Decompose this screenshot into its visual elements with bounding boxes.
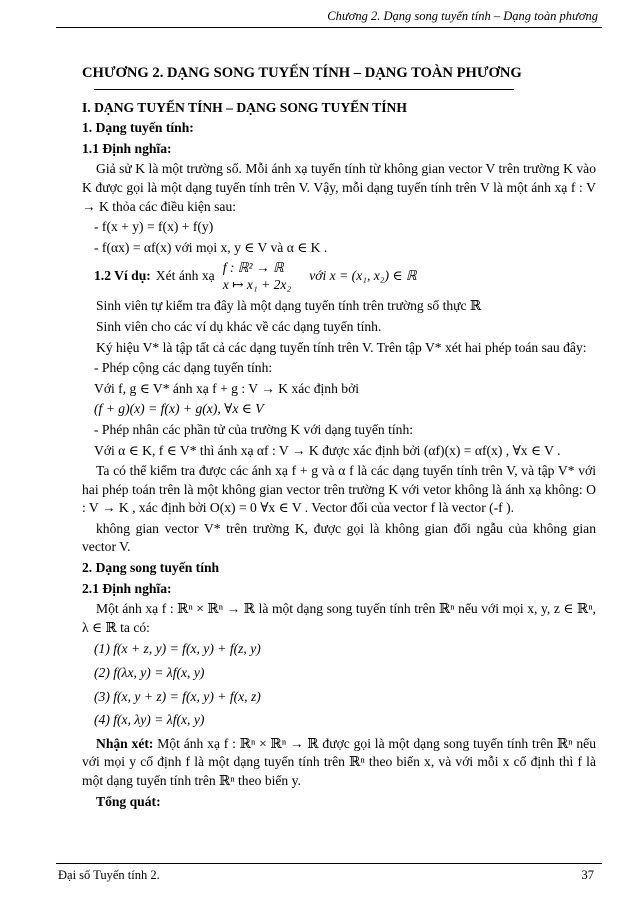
footer-rule [56,863,602,864]
condition-additive: - f(x + y) = f(x) + f(y) [94,219,214,235]
remark-paragraph [82,735,596,791]
definition-heading: 1.1 Định nghĩa: [82,140,172,156]
property-4: (4) f(x, λy) = λf(x, y) [94,712,205,728]
property-1: (1) f(x + z, y) = f(x, y) + f(z, y) [94,641,261,657]
operation-scalar-with: Với α ∈ K, f ∈ V* thì ánh xạ αf : V → K được xác định bởi (αf)(x) = αf(x) , ∀x ∈ V . [94,442,561,458]
example-heading: 1.2 Ví dụ: [94,268,151,284]
header-rule [56,27,602,28]
paragraph-check: Sinh viên tự kiểm tra đây là một dạng tuyến tính trên trường số thực ℝ [96,298,482,314]
property-3: (3) f(x, y + z) = f(x, y) + f(x, z) [94,688,261,704]
operation-addition-definition: (f + g)(x) = f(x) + g(x), ∀x ∈ V [94,401,264,417]
footer-book-title: Đại số Tuyến tính 2. [58,868,160,882]
chapter-title-underline [94,89,514,90]
section-heading: I. DẠNG TUYẾN TÍNH – DẠNG SONG TUYẾN TÍNH [82,99,407,115]
bilinear-heading: 2. Dạng song tuyến tính [82,560,220,576]
bilinear-definition: Một ánh xạ f : ℝⁿ × ℝⁿ → ℝ là một dạng song tuyến tính trên ℝⁿ nếu với mọi x, y, z ∈ ℝⁿ, λ ∈ ℝ ta có: [82,601,596,635]
page-body [82,64,596,813]
page-number: 37 [581,868,594,882]
example-prefix: Xét ánh xạ [155,268,215,284]
subsection-heading: 1. Dạng tuyến tính: [82,120,194,136]
general-heading: Tổng quát: [96,793,161,809]
bilinear-definition-heading: 2.1 Định nghĩa: [82,580,172,596]
example-block [94,259,596,293]
example-variable: với x = (x₁, x₂) ∈ ℝ [309,268,417,284]
running-header: Chương 2. Dạng song tuyến tính – Dạng toàn phương [327,9,598,23]
remark-text: Một ánh xạ f : ℝⁿ × ℝⁿ → ℝ được gọi là một dạng song tuyến tính trên ℝⁿ nếu với mọi y cố định f là một dạng tuyến tính trên ℝⁿ theo biến x, và với mỗi x cố định thì f là một dạng tuyến tính trên ℝⁿ theo biến y. [82,735,596,788]
paragraph-notation: Ký hiệu V* là tập tất cả các dạng tuyến tính trên V. Trên tập V* xét hai phép toán sau đây: [96,339,587,355]
operation-scalar: - Phép nhân các phần tử của trường K với dạng tuyến tính: [94,421,414,437]
remark-label: Nhận xét: [96,735,154,751]
example-mapping-domain: f : ℝ² → ℝ [222,260,284,276]
paragraph-dual-space: không gian vector V* trên trường K, được gọi là không gian đối ngẫu của không gian vector V. [82,520,596,555]
paragraph-examples: Sinh viên cho các ví dụ khác về các dạng tuyến tính. [96,318,382,334]
operation-addition-with: Với f, g ∈ V* ánh xạ f + g : V → K xác định bởi [94,380,360,396]
paragraph-vector-space: Ta có thể kiểm tra được các ánh xạ f + g và α f là các dạng tuyến tính trên V, và tập V* với hai phép toán trên là một không gian vector trên trường K với vetor không là ánh xạ không: O : V → K , xác định bởi O(x) = 0 ∀x ∈ V . Vector đối của vector f là vector (-f ). [82,463,596,516]
property-2: (2) f(λx, y) = λf(x, y) [94,665,205,681]
operation-addition: - Phép cộng các dạng tuyến tính: [94,360,273,376]
example-mapping-rule: x ↦ x₁ + 2x₂ [222,277,292,293]
definition-paragraph: Giả sử K là một trường số. Mỗi ánh xạ tuyến tính từ không gian vector V trên trường K vào K được gọi là một dạng tuyến tính trên V. Vậy, mỗi dạng tuyến tính trên V là một ánh xạ f : V → K thỏa các điều kiện sau: [82,161,596,214]
chapter-title: CHƯƠNG 2. DẠNG SONG TUYẾN TÍNH – DẠNG TOÀN PHƯƠNG [82,65,522,81]
example-mapping [223,259,292,293]
condition-homogeneous: - f(αx) = αf(x) với mọi x, y ∈ V và α ∈ K . [94,239,328,255]
